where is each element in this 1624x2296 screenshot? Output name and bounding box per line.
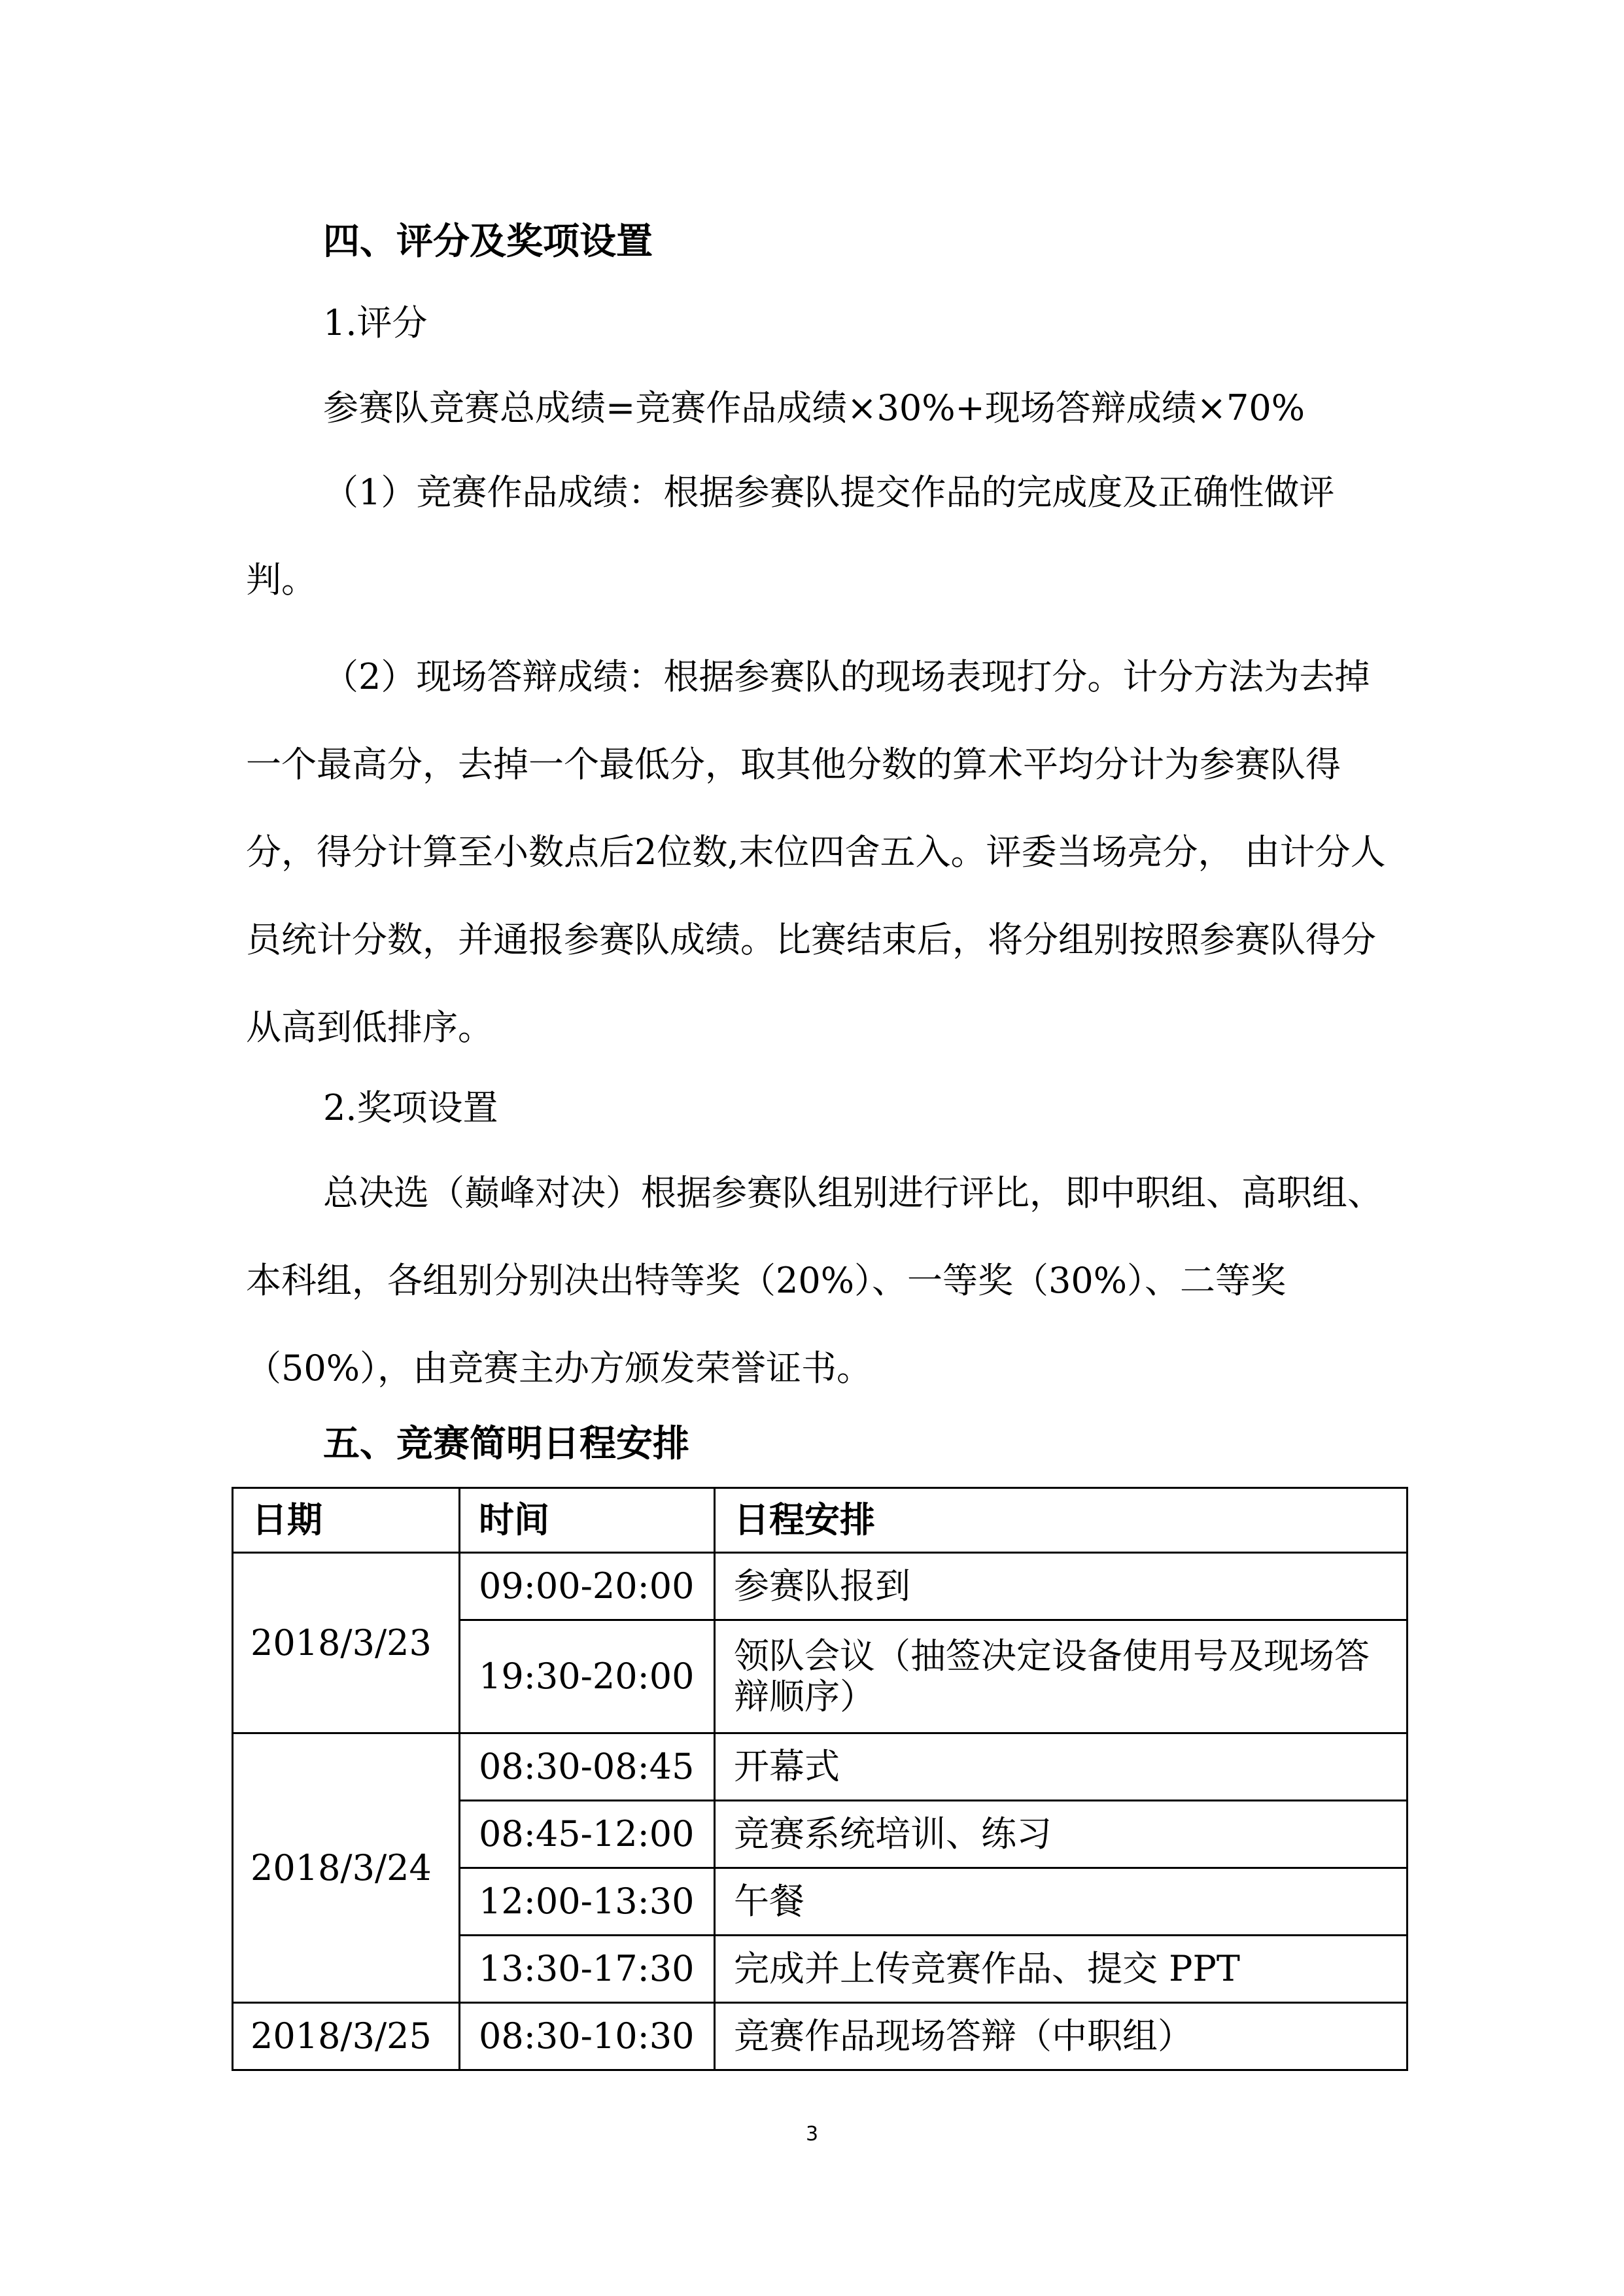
scoring-item-2: （2）现场答辩成绩：根据参赛队的现场表现打分。计分方法为去掉一个最高分，去掉一个最低分，取其他分数的算术平均分计为参赛队得分，得分计算至小数点后2位数,末位四舍五入。评委当场亮分， 由计分人员统计分数，并通报参赛队成绩。比赛结束后，将分组别按照参赛队得分从高到低排序。 bbox=[246, 656, 1386, 1048]
section-5-heading: 五、竞赛简明日程安排 bbox=[323, 1423, 689, 1465]
time-cell: 08:45-12:00 bbox=[460, 1801, 715, 1868]
activity-cell: 参赛队报到 bbox=[715, 1553, 1408, 1620]
activity-cell: 完成并上传竞赛作品、提交 PPT bbox=[715, 1936, 1408, 2003]
header-date: 日期 bbox=[233, 1488, 460, 1553]
date-cell: 2018/3/25 bbox=[233, 2003, 460, 2070]
time-cell: 19:30-20:00 bbox=[460, 1620, 715, 1733]
activity-cell: 竞赛系统培训、练习 bbox=[715, 1801, 1408, 1868]
score-formula: 参赛队竞赛总成绩=竞赛作品成绩×30%+现场答辩成绩×70% bbox=[323, 387, 1305, 428]
awards-paragraph: 总决选（巅峰对决）根据参赛队组别进行评比，即中职组、高职组、本科组，各组别分别决出特等奖（20%）、一等奖（30%）、二等奖（50%），由竞赛主办方颁发荣誉证书。 bbox=[246, 1172, 1383, 1389]
time-cell: 12:00-13:30 bbox=[460, 1868, 715, 1936]
activity-cell: 竞赛作品现场答辩（中职组） bbox=[715, 2003, 1408, 2070]
section-4-heading: 四、评分及奖项设置 bbox=[323, 220, 653, 263]
date-cell: 2018/3/23 bbox=[233, 1553, 460, 1733]
table-row bbox=[233, 1733, 1408, 1801]
table-row bbox=[233, 1553, 1408, 1620]
awards-subheading: 2.奖项设置 bbox=[323, 1087, 498, 1128]
activity-cell: 开幕式 bbox=[715, 1733, 1408, 1801]
activity-cell: 午餐 bbox=[715, 1868, 1408, 1936]
table-row bbox=[233, 2003, 1408, 2070]
time-cell: 09:00-20:00 bbox=[460, 1553, 715, 1620]
header-activity: 日程安排 bbox=[715, 1488, 1408, 1553]
header-time: 时间 bbox=[460, 1488, 715, 1553]
activity-cell: 领队会议（抽签决定设备使用号及现场答辩顺序） bbox=[715, 1620, 1408, 1733]
time-cell: 08:30-08:45 bbox=[460, 1733, 715, 1801]
scoring-subheading: 1.评分 bbox=[323, 302, 428, 343]
time-cell: 13:30-17:30 bbox=[460, 1936, 715, 2003]
schedule-header-row bbox=[233, 1488, 1408, 1553]
time-cell: 08:30-10:30 bbox=[460, 2003, 715, 2070]
date-cell: 2018/3/24 bbox=[233, 1733, 460, 2003]
schedule-table bbox=[232, 1487, 1408, 2071]
page-break-mask bbox=[232, 2080, 1409, 2093]
scoring-item-1: （1）竞赛作品成绩：根据参赛队提交作品的完成度及正确性做评判。 bbox=[246, 472, 1335, 600]
page-number: 3 bbox=[805, 2123, 819, 2146]
